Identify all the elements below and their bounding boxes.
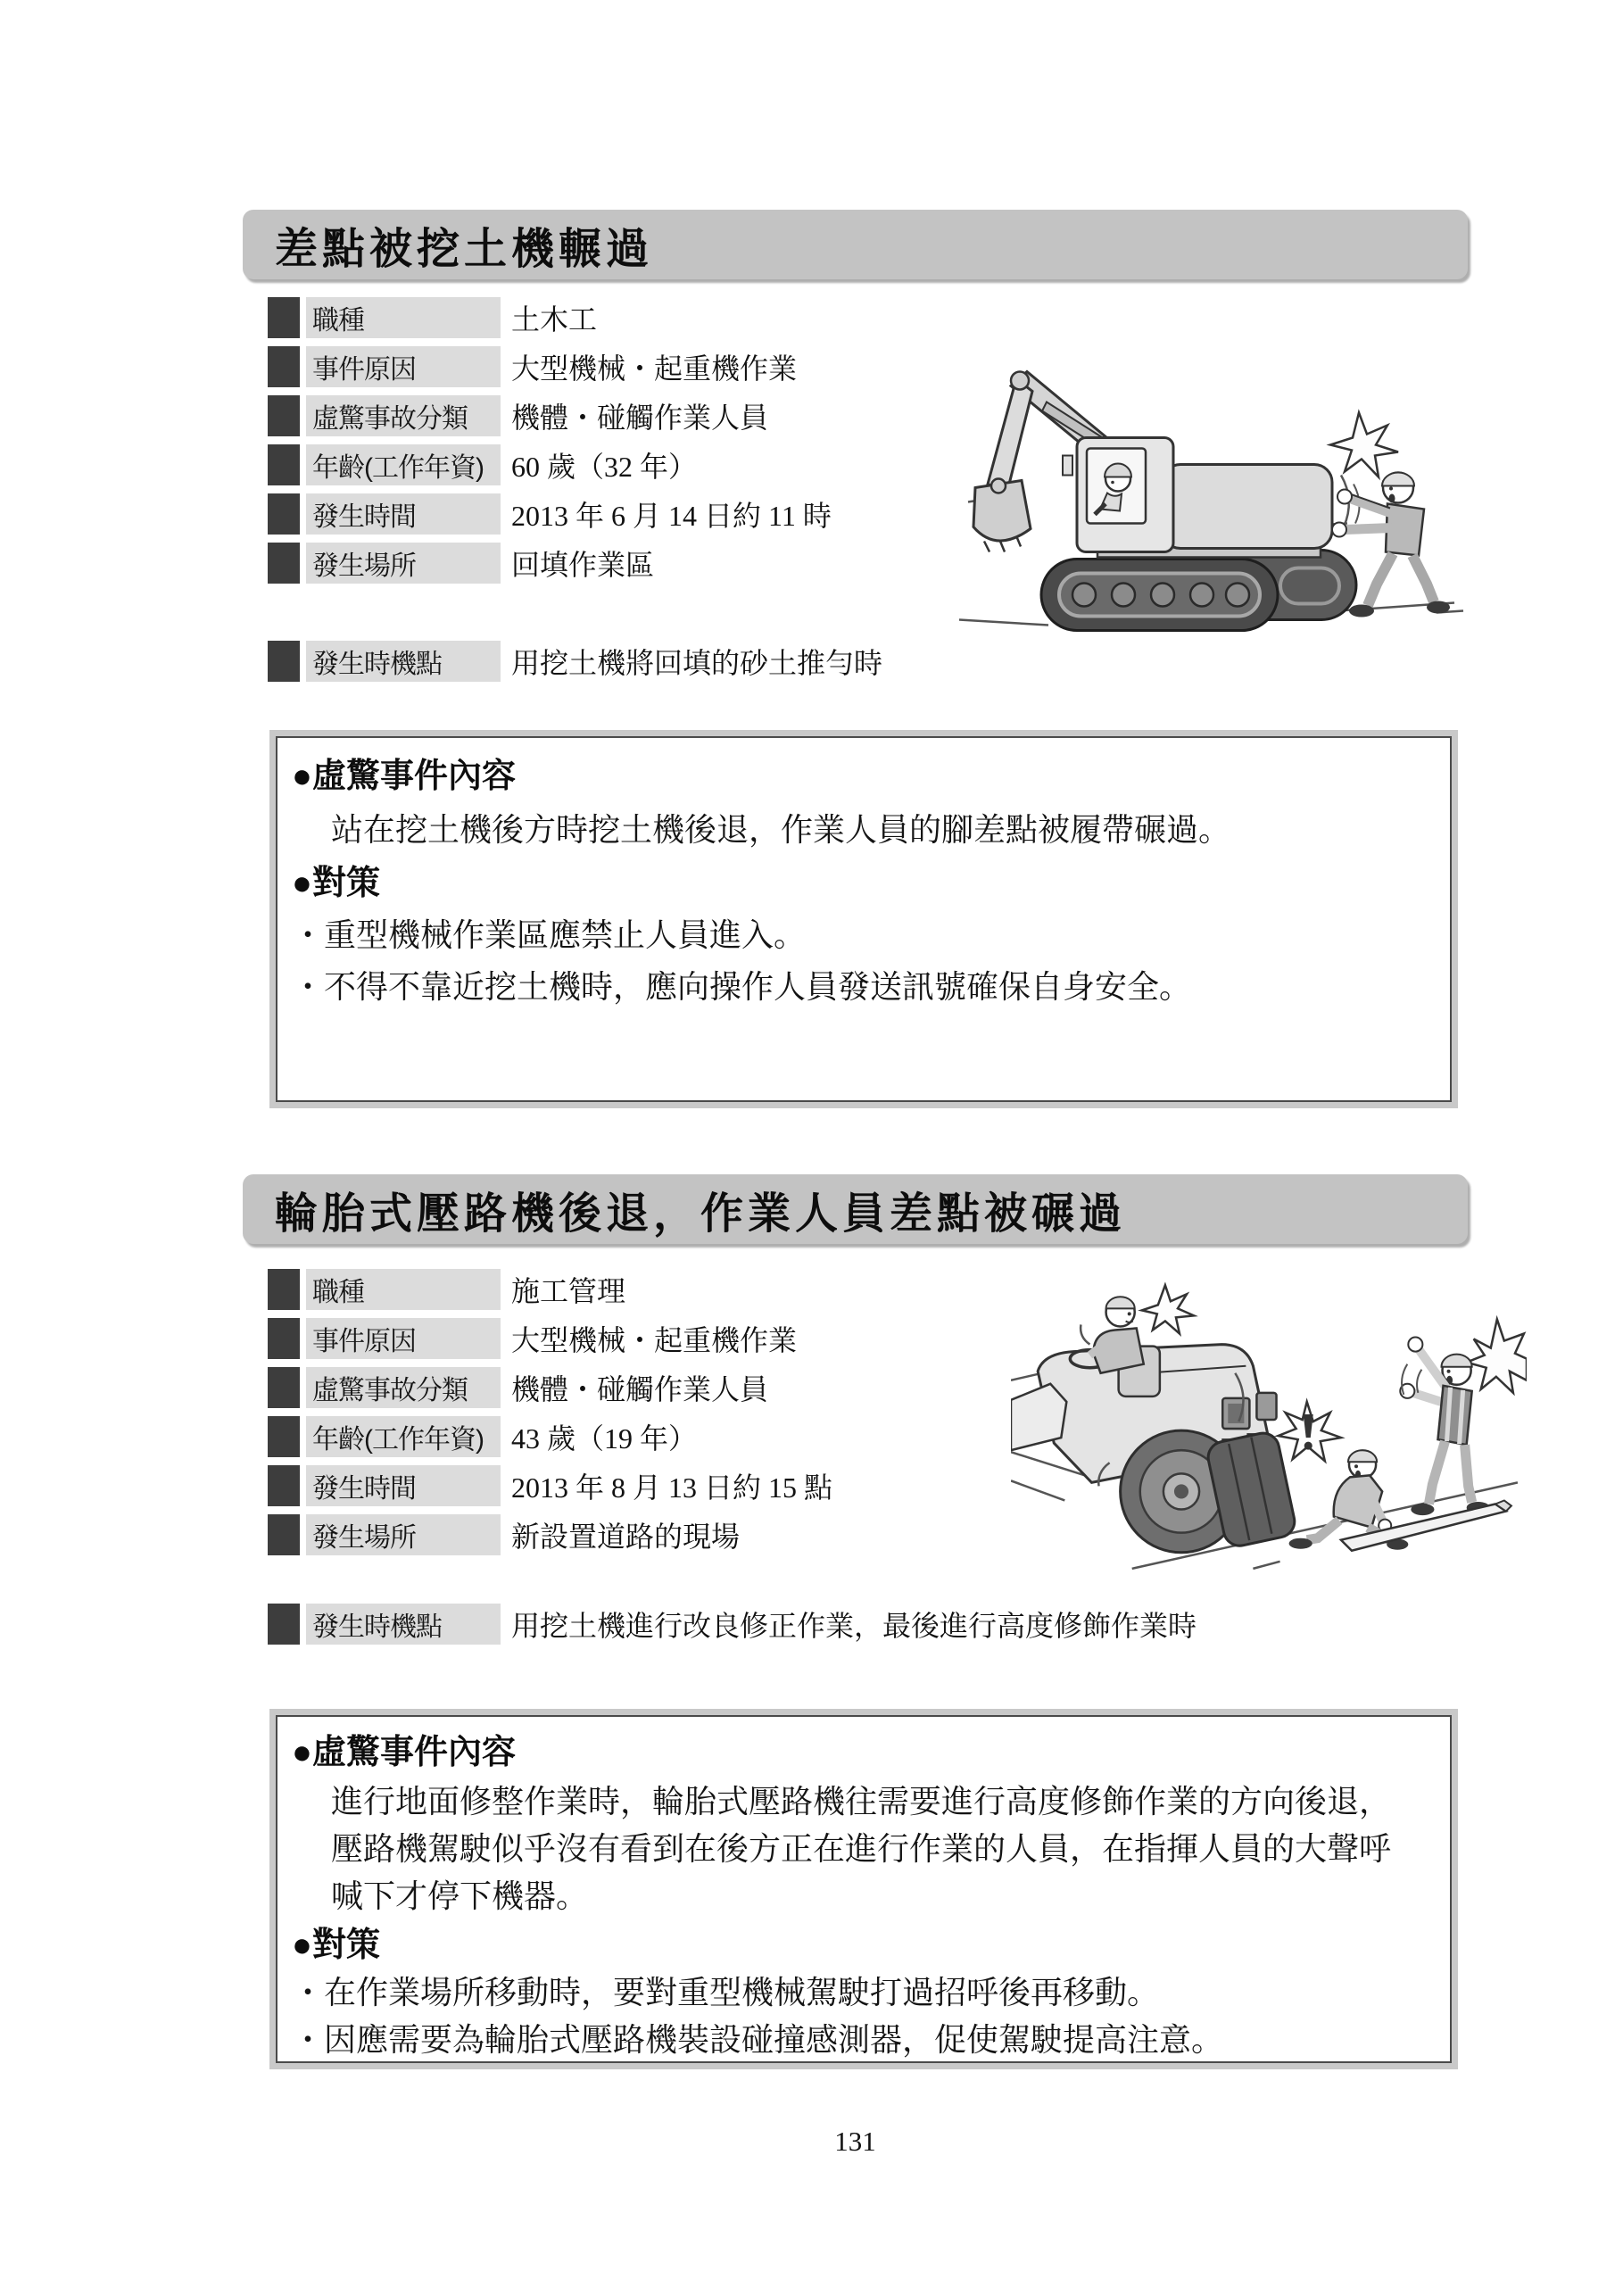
section1-title: 差點被挖土機輾過	[275, 225, 654, 273]
section2-timing-row	[268, 1604, 1197, 1645]
field-label: 職種	[306, 1269, 501, 1310]
table-row	[268, 1514, 832, 1555]
field-value: 60 歲（32 年）	[511, 451, 698, 483]
table-row	[268, 1416, 832, 1457]
incident-heading: ●虛驚事件內容	[292, 758, 516, 795]
table-row	[268, 395, 832, 436]
section1-timing-row	[268, 641, 882, 682]
field-value: 機體・碰觸作業人員	[511, 1373, 769, 1405]
incident-text: 站在挖土機後方時挖土機後退，作業人員的腳差點被履帶碾過。	[331, 812, 1231, 848]
row-marker-square	[268, 297, 300, 338]
field-label: 發生場所	[306, 543, 501, 584]
field-label: 事件原因	[306, 346, 501, 387]
field-value: 大型機械・起重機作業	[511, 1324, 798, 1356]
excavator-illustration	[941, 351, 1468, 634]
table-row	[268, 1367, 832, 1408]
section2-info-table	[268, 1269, 832, 1563]
table-row	[268, 444, 832, 485]
incident-box-inner	[276, 736, 1452, 1102]
exclamation-starburst	[1279, 1402, 1341, 1461]
field-label: 發生時間	[306, 493, 501, 535]
section2-title: 輪胎式壓路機後退，作業人員差點被碾過	[275, 1189, 1127, 1238]
row-marker-square	[268, 1604, 300, 1645]
incident-text: 進行地面修整作業時，輪胎式壓路機往需要進行高度修飾作業的方向後退，壓路機駕駛似乎沒有看到在後方正在進行作業的人員，在指揮人員的大聲呼喊下才停下機器。	[331, 1784, 1392, 1914]
table-row	[268, 1318, 832, 1359]
incident-heading: ●虛驚事件內容	[292, 1734, 516, 1771]
driver-alert-starburst	[1142, 1285, 1194, 1333]
field-value: 機體・碰觸作業人員	[511, 402, 769, 434]
incident-box-inner	[276, 1715, 1452, 2063]
field-value: 2013 年 6 月 14 日約 11 時	[511, 500, 832, 532]
section2-title-bar	[243, 1174, 1468, 1244]
table-row	[268, 1465, 832, 1506]
signaler-alert-starburst	[1467, 1319, 1527, 1392]
measure-item: ・不得不靠近挖土機時，應向操作人員發送訊號確保自身安全。	[292, 969, 1192, 1005]
row-marker-square	[268, 1318, 300, 1359]
field-value: 土木工	[511, 303, 598, 336]
row-marker-square	[268, 346, 300, 387]
field-value: 施工管理	[511, 1275, 626, 1307]
table-row	[268, 1269, 832, 1310]
field-label: 發生時機點	[306, 641, 501, 682]
measures-heading: ●對策	[292, 865, 380, 902]
field-value: 新設置道路的現場	[511, 1521, 741, 1553]
section1-title-bar	[243, 210, 1468, 279]
row-marker-square	[268, 1269, 300, 1310]
section1-incident-box	[269, 730, 1458, 1108]
row-marker-square	[268, 543, 300, 584]
field-label: 年齡(工作年資)	[306, 1416, 501, 1457]
field-value: 2013 年 8 月 13 日約 15 點	[511, 1471, 833, 1504]
section1-info-table	[268, 297, 832, 592]
tire-roller-illustration	[1011, 1265, 1527, 1571]
measure-item: ・重型機械作業區應禁止人員進入。	[292, 917, 807, 953]
field-value: 43 歲（19 年）	[511, 1422, 698, 1455]
excavator-machine	[973, 372, 1360, 631]
page-number: 131	[834, 2126, 876, 2157]
measures-heading: ●對策	[292, 1927, 380, 1964]
field-value: 用挖土機將回填的砂土推勻時	[511, 647, 883, 679]
field-label: 虛驚事故分類	[306, 395, 501, 436]
section2-incident-box	[269, 1709, 1458, 2069]
table-row	[268, 297, 832, 338]
row-marker-square	[268, 641, 300, 682]
row-marker-square	[268, 1416, 300, 1457]
field-label: 發生時間	[306, 1465, 501, 1506]
field-label: 職種	[306, 297, 501, 338]
field-value: 回填作業區	[511, 549, 655, 581]
measure-item: ・因應需要為輪胎式壓路機裝設碰撞感測器，促使駕駛提高注意。	[292, 2022, 1224, 2058]
row-marker-square	[268, 395, 300, 436]
table-row	[268, 493, 832, 535]
alert-starburst	[1330, 413, 1398, 477]
row-marker-square	[268, 493, 300, 535]
field-value: 大型機械・起重機作業	[511, 352, 798, 385]
measure-item: ・在作業場所移動時，要對重型機械駕駛打過招呼後再移動。	[292, 1975, 1160, 2010]
field-value: 用挖土機進行改良修正作業，最後進行高度修飾作業時	[511, 1610, 1197, 1642]
row-marker-square	[268, 1465, 300, 1506]
row-marker-square	[268, 1367, 300, 1408]
field-label: 年齡(工作年資)	[306, 444, 501, 485]
field-label: 發生時機點	[306, 1604, 501, 1645]
row-marker-square	[268, 444, 300, 485]
table-row	[268, 346, 832, 387]
field-label: 發生場所	[306, 1514, 501, 1555]
row-marker-square	[268, 1514, 300, 1555]
field-label: 虛驚事故分類	[306, 1367, 501, 1408]
table-row	[268, 543, 832, 584]
field-label: 事件原因	[306, 1318, 501, 1359]
